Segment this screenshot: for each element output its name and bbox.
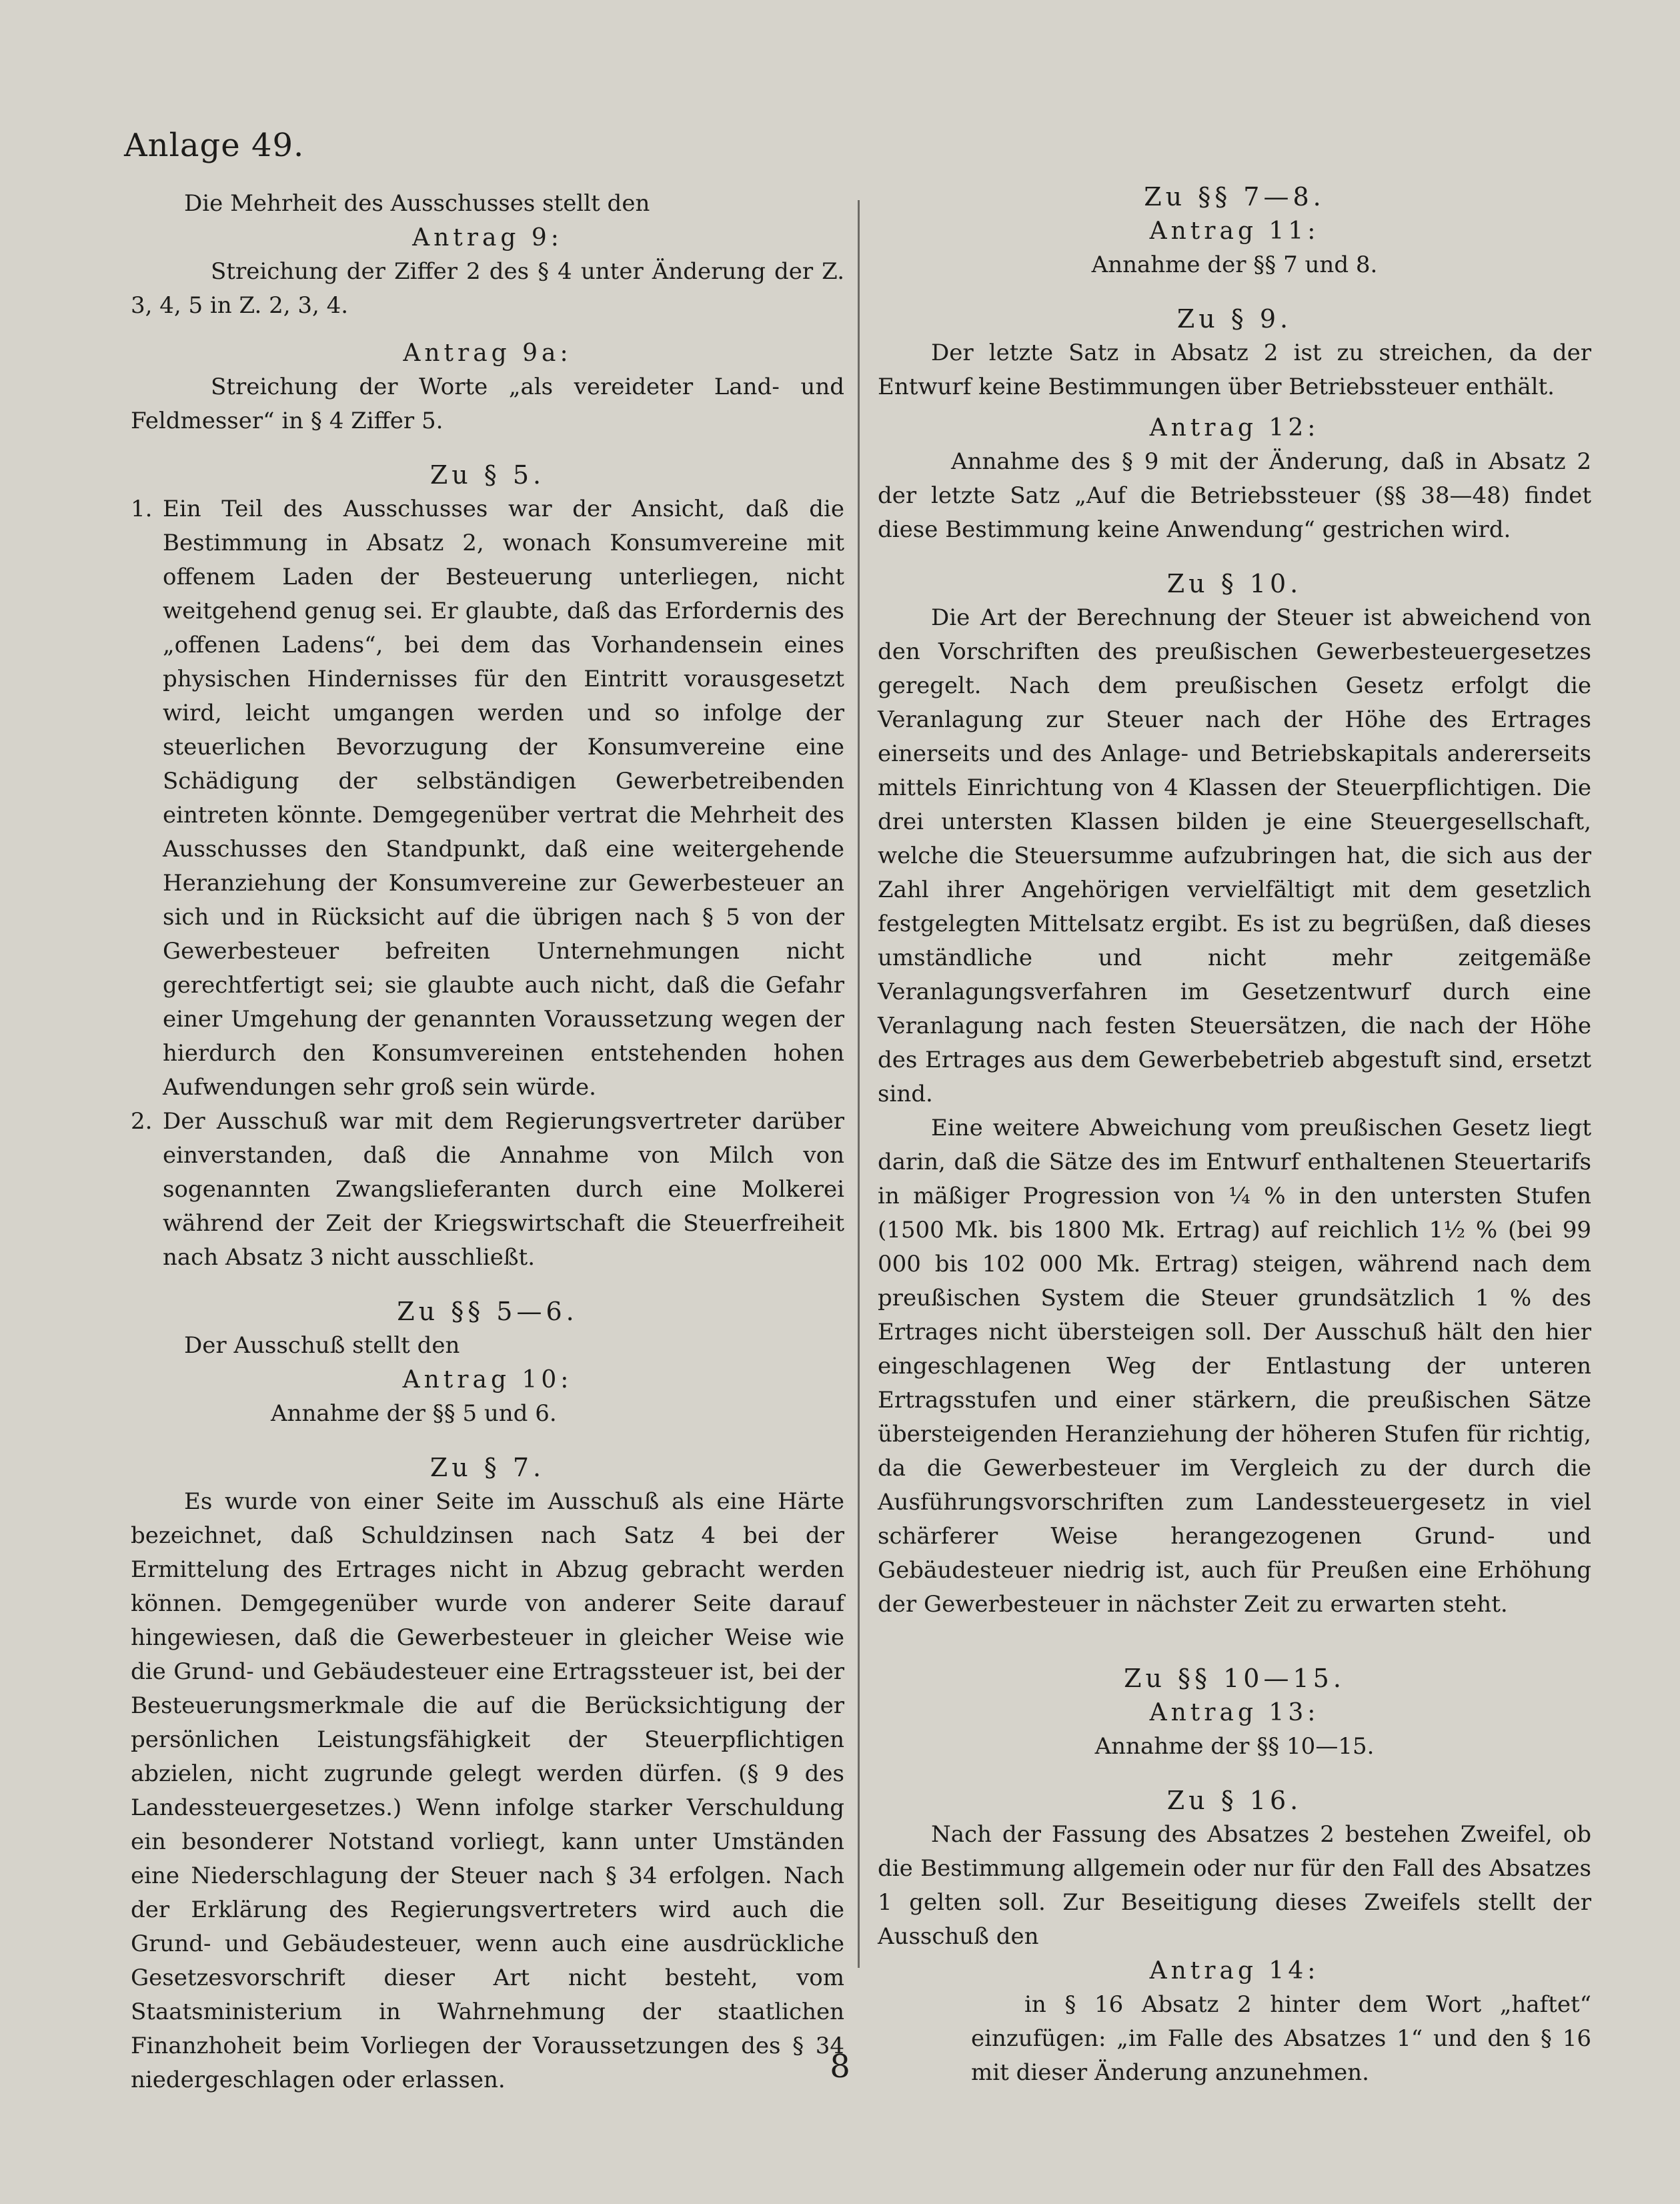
antrag-14-text: in § 16 Absatz 2 hinter dem Wort „haftet“ einzufügen: „im Falle des Absatzes 1“ und den § 16 mit dieser Änderung anzunehmen. [971,1991,1591,2086]
antrag-13-heading: Antrag 13: [1149,1699,1320,1726]
list-number: 1. [131,496,153,522]
section-heading-zu-10: Zu § 10. [1166,569,1303,598]
antrag-11-heading: Antrag 11: [1149,217,1320,245]
annex-label: Anlage 49. [124,127,305,164]
section-text-zu-9: Der letzte Satz in Absatz 2 ist zu streichen, da der Entwurf keine Bestimmungen über Betriebssteuer enthält. [878,340,1591,400]
antrag-10-text: Annahme der §§ 5 und 6. [271,1400,557,1427]
antrag-12-heading: Antrag 12: [1149,414,1320,442]
section-heading-zu-7: Zu § 7. [430,1453,546,1482]
right-column [878,180,1591,2090]
page-number: 8 [830,2048,850,2085]
section-heading-zu-5-6: Zu §§ 5—6. [397,1297,578,1326]
section-heading-zu-16: Zu § 16. [1166,1786,1303,1815]
left-column [131,187,844,2097]
antrag-9-text: Streichung der Ziffer 2 des § 4 unter Änderung der Z. 3, 4, 5 in Z. 2, 3, 4. [131,258,844,319]
antrag-12-text: Annahme des § 9 mit der Änderung, daß in Absatz 2 der letzte Satz „Auf die Betriebssteuer (§§ 38—48) findet diese Bestimmung keine Anwendung“ gestrichen wird. [878,448,1591,543]
antrag-9a-text: Streichung der Worte „als vereideter Land- und Feldmesser“ in § 4 Ziffer 5. [131,374,844,434]
antrag-13-text: Annahme der §§ 10—15. [1094,1733,1375,1760]
antrag-9-heading: Antrag 9: [412,224,563,251]
intro-text: Die Mehrheit des Ausschusses stellt den [184,190,650,217]
section-text-zu-10-part-1: Die Art der Berechnung der Steuer ist abweichend von den Vorschriften des preußischen Gewerbesteuergesetzes geregelt. Nach dem preußischen Gesetz erfolgt die Veranlagung zur Steuer nach der Höhe des Ertrages einerseits und des Anlage- und Betriebskapitals andererseits mittels Einrichtung von 4 Klassen der Steuerpflichtigen. Die drei untersten Klassen bilden je eine Steuergesellschaft, welche die Steuersumme aufzubringen hat, die sich aus der Zahl ihrer Angehörigen vervielfältigt mit dem gesetzlich festgelegten Mittelsatz ergibt. Es ist zu begrüßen, daß dieses umständliche und nicht mehr zeitgemäße Veranlagungsverfahren im Gesetzentwurf durch eine Veranlagung nach festen Steuersätzen, die nach der Höhe des Ertrages aus dem Gewerbebetrieb abgestuft sind, ersetzt sind. [878,604,1591,1107]
antrag-14-heading: Antrag 14: [1149,1957,1320,1985]
section-heading-zu-5: Zu § 5. [430,460,546,490]
list-item-text: Der Ausschuß war mit dem Regierungsvertreter darüber einverstanden, daß die Annahme von Milch von sogenannten Zwangslieferanten durch eine Molkerei während der Zeit der Kriegswirtschaft die Steuerfreiheit nach Absatz 3 nicht ausschließt. [163,1108,844,1271]
section-text-zu-16: Nach der Fassung des Absatzes 2 bestehen Zweifel, ob die Bestimmung allgemein oder nur für den Fall des Absatzes 1 gelten soll. Zur Beseitigung dieses Zweifels stellt der Ausschuß den [878,1821,1591,1950]
antrag-10-heading: Antrag 10: [402,1366,573,1394]
section-text-zu-10-part-2: Eine weitere Abweichung vom preußischen Gesetz liegt darin, daß die Sätze des im Entwurf enthaltenen Steuertarifs in mäßiger Progression von ¼ % in den untersten Stufen (1500 Mk. bis 1800 Mk. Ertrag) auf reichlich 1½ % (bei 99 000 bis 102 000 Mk. Ertrag) steigen, während nach dem preußischen System die Steuer grundsätzlich 1 % des Ertrages nicht übersteigen soll. Der Ausschuß hält den hier eingeschlagenen Weg der Entlastung der unteren Ertragsstufen und einer stärkern, die preußischen Sätze übersteigenden Heranziehung der höheren Stufen für richtig, da die Gewerbesteuer im Vergleich zu der durch die Ausführungsvorschriften zum Landessteuergesetz in viel schärferer Weise herangezogenen Grund- und Gebäudesteuer niedrig ist, auch für Preußen eine Erhöhung der Gewerbesteuer in nächster Zeit zu erwarten steht. [878,1115,1591,1618]
section-heading-zu-9: Zu § 9. [1176,304,1293,334]
antrag-11-text: Annahme der §§ 7 und 8. [1091,251,1378,278]
list-item [131,1105,844,1275]
list-item [131,492,844,1105]
section-heading-zu-10-15: Zu §§ 10—15. [1124,1664,1345,1693]
list-item-text: Ein Teil des Ausschusses war der Ansicht, daß die Bestimmung in Absatz 2, wonach Konsumvereine mit offenem Laden der Besteuerung unterliegen, nicht weitgehend genug sei. Er glaubte, daß das Erfordernis des „offenen Ladens“, bei dem das Vorhandensein eines physischen Hindernisses für den Eintritt vorausgesetzt wird, leicht umgangen werden und so infolge der steuerlichen Bevorzugung der Konsumvereine eine Schädigung der selbständigen Gewerbetreibenden eintreten könnte. Demgegenüber vertrat die Mehrheit des Ausschusses den Standpunkt, daß eine weitergehende Heranziehung der Konsumvereine zur Gewerbesteuer an sich und in Rücksicht auf die übrigen nach § 5 von der Gewerbesteuer befreiten Unternehmungen nicht gerechtfertigt sei; sie glaubte auch nicht, daß die Gefahr einer Umgehung der genannten Voraussetzung wegen der hierdurch den Konsumvereinen entstehenden hohen Aufwendungen sehr groß sein würde. [163,496,844,1101]
antrag-10-intro: Der Ausschuß stellt den [184,1332,460,1359]
list-number: 2. [131,1108,153,1135]
antrag-9a-heading: Antrag 9a: [403,340,572,367]
section-text-zu-7: Es wurde von einer Seite im Ausschuß als eine Härte bezeichnet, daß Schuldzinsen nach Satz 4 bei der Ermittelung des Ertrages nicht in Abzug gebracht werden können. Demgegenüber wurde von anderer Seite darauf hingewiesen, daß die Gewerbesteuer in gleicher Weise wie die Grund- und Gebäudesteuer eine Ertragssteuer ist, bei der Besteuerungsmerkmale die auf die Berücksichtigung der persönlichen Leistungsfähigkeit der Steuerpflichtigen abzielen, nicht zugrunde gelegt werden dürfen. (§ 9 des Landessteuergesetzes.) Wenn infolge starker Verschuldung ein besonderer Notstand vorliegt, kann unter Umständen eine Niederschlagung der Steuer nach § 34 erfolgen. Nach der Erklärung des Regierungsvertreters wird auch die Grund- und Gebäudesteuer, wenn auch eine ausdrückliche Gesetzesvorschrift dieser Art nicht besteht, vom Staatsministerium in Wahrnehmung der staatlichen Finanzhoheit beim Vorliegen der Voraussetzungen des § 34 niedergeschlagen oder erlassen. [131,1488,844,2093]
section-heading-zu-7-8: Zu §§ 7—8. [1144,182,1325,211]
